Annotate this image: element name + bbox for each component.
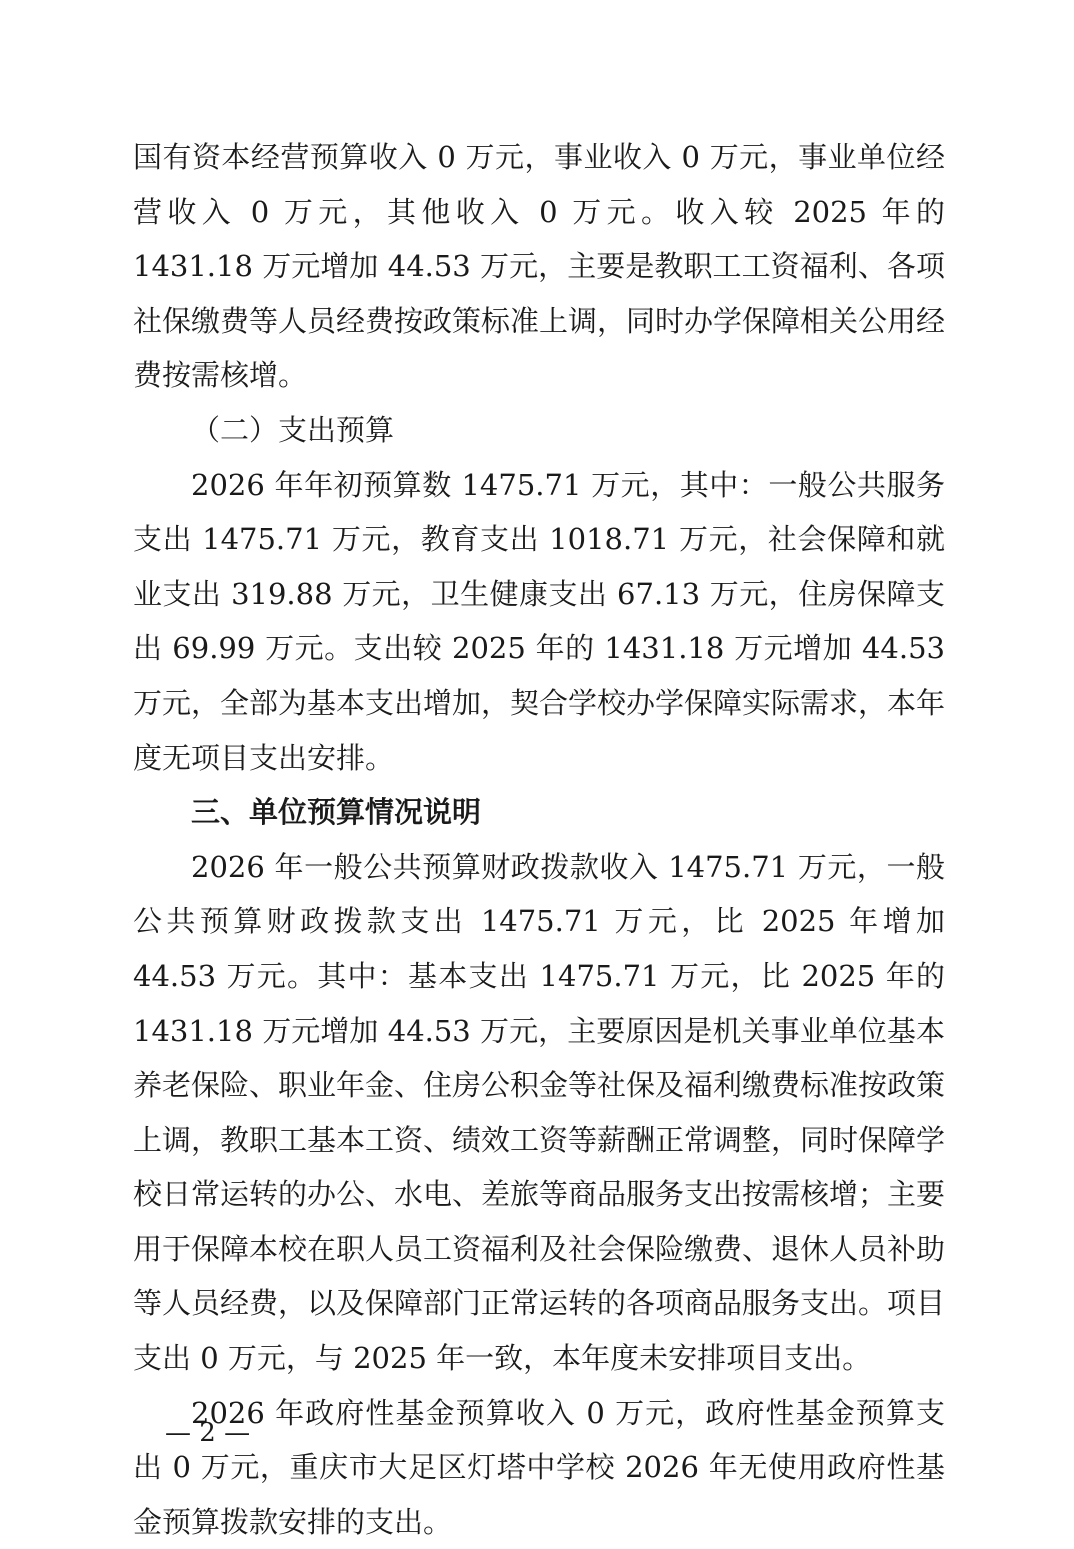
paragraph-general-budget: 2026 年一般公共预算财政拨款收入 1475.71 万元，一般公共预算财政拨款支出 1475.71 万元，比 2025 年增加 44.53 万元。其中：基本支出 1475.71 万元，比 2025 年的 1431.18 万元增加 44.53 万元，主要原因是机关事业单位基本养老保险、职业年金、住房公积金等社保及福利缴费标准按政策上调，教职工基本工资、绩效工资等薪酬正常调整，同时保障学校日常运转的办公、水电、差旅等商品服务支出按需核增；主要用于保障本校在职人员工资福利及社会保险缴费、退休人员补助等人员经费，以及保障部门正常运转的各项商品服务支出。项目支出 0 万元，与 2025 年一致，本年度未安排项目支出。 [133,849,946,1376]
paragraph-government-fund: 2026 年政府性基金预算收入 0 万元，政府性基金预算支出 0 万元，重庆市大足区灯塔中学校 2026 年无使用政府性基金预算拨款安排的支出。 [133,1395,945,1539]
document-body [133,130,945,1549]
page-number: — 2 — [165,1418,251,1448]
subheading-expense-budget: （二）支出预算 [191,412,395,447]
section-heading-unit-budget: 三、单位预算情况说明 [191,795,482,830]
paragraph-income-continued: 国有资本经营预算收入 0 万元，事业收入 0 万元，事业单位经营收入 0 万元，其他收入 0 万元。收入较 2025 年的 1431.18 万元增加 44.53 万元，主要是教职工工资福利、各项社保缴费等人员经费按政策标准上调，同时办学保障相关公用经费按需核增。 [133,140,946,393]
paragraph-expense-budget: 2026 年年初预算数 1475.71 万元，其中：一般公共服务支出 1475.71 万元，教育支出 1018.71 万元，社会保障和就业支出 319.88 万元，卫生健康支出 67.13 万元，住房保障支出 69.99 万元。支出较 2025 年的 1431.18 万元增加 44.53 万元，全部为基本支出增加，契合学校办学保障实际需求，本年度无项目支出安排。 [133,467,946,775]
